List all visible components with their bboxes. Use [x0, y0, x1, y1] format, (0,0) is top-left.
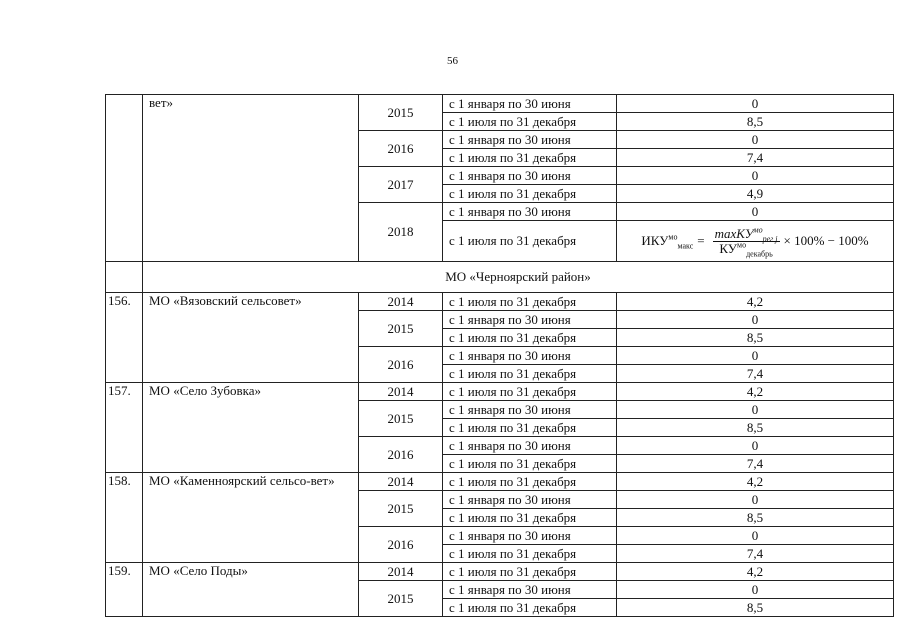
value-cell: 7,4 — [617, 545, 894, 563]
value-cell — [617, 221, 894, 262]
row-number: 157. — [106, 383, 143, 473]
period-cell: с 1 июля по 31 декабря — [443, 455, 617, 473]
value-cell: 8,5 — [617, 113, 894, 131]
year-cell: 2018 — [359, 203, 443, 262]
period-cell: с 1 июля по 31 декабря — [443, 221, 617, 262]
value-cell: 0 — [617, 347, 894, 365]
period-cell: с 1 июля по 31 декабря — [443, 473, 617, 491]
period-cell: с 1 января по 30 июня — [443, 167, 617, 185]
period-cell: с 1 июля по 31 декабря — [443, 509, 617, 527]
value-cell: 0 — [617, 131, 894, 149]
year-cell: 2016 — [359, 527, 443, 563]
district-title: МО «Черноярский район» — [143, 262, 894, 293]
value-cell: 4,2 — [617, 563, 894, 581]
year-cell: 2015 — [359, 581, 443, 617]
period-cell: с 1 января по 30 июня — [443, 347, 617, 365]
row-number: 156. — [106, 293, 143, 383]
tariff-table — [105, 94, 894, 617]
value-cell: 0 — [617, 491, 894, 509]
period-cell: с 1 июля по 31 декабря — [443, 149, 617, 167]
value-cell: 4,9 — [617, 185, 894, 203]
period-cell: с 1 января по 30 июня — [443, 437, 617, 455]
municipality-name: МО «Село Зубовка» — [143, 383, 359, 473]
period-cell: с 1 января по 30 июня — [443, 95, 617, 113]
year-cell: 2014 — [359, 383, 443, 401]
year-cell: 2015 — [359, 95, 443, 131]
table-row — [106, 563, 894, 581]
period-cell: с 1 июля по 31 декабря — [443, 185, 617, 203]
value-cell: 0 — [617, 401, 894, 419]
value-cell: 4,2 — [617, 383, 894, 401]
table-row — [106, 473, 894, 491]
value-cell: 0 — [617, 311, 894, 329]
value-cell: 4,2 — [617, 293, 894, 311]
year-cell: 2016 — [359, 437, 443, 473]
year-cell: 2016 — [359, 131, 443, 167]
value-cell: 8,5 — [617, 329, 894, 347]
district-row — [106, 262, 894, 293]
max-index-formula — [641, 225, 869, 259]
municipality-name: МО «Село Поды» — [143, 563, 359, 617]
value-cell: 0 — [617, 167, 894, 185]
year-cell: 2015 — [359, 401, 443, 437]
period-cell: с 1 января по 30 июня — [443, 131, 617, 149]
formula-lhs: $ИКУ^{мо}_{макс}$ — [641, 232, 694, 251]
value-cell: 4,2 — [617, 473, 894, 491]
year-cell: 2016 — [359, 347, 443, 383]
year-cell: 2015 — [359, 311, 443, 347]
value-cell: 0 — [617, 95, 894, 113]
period-cell: с 1 января по 30 июня — [443, 527, 617, 545]
year-cell: 2014 — [359, 563, 443, 581]
table-row — [106, 293, 894, 311]
municipality-name: МО «Вязовский сельсовет» — [143, 293, 359, 383]
page-number: 56 — [447, 55, 458, 67]
period-cell: с 1 января по 30 июня — [443, 491, 617, 509]
formula-equals: = — [697, 233, 705, 248]
municipality-name: вет» — [143, 95, 359, 262]
value-cell: 0 — [617, 437, 894, 455]
period-cell: с 1 января по 30 июня — [443, 311, 617, 329]
year-cell: 2015 — [359, 491, 443, 527]
period-cell: с 1 июля по 31 декабря — [443, 419, 617, 437]
value-cell: 8,5 — [617, 509, 894, 527]
table-row — [106, 383, 894, 401]
value-cell: 0 — [617, 203, 894, 221]
period-cell: с 1 января по 30 июня — [443, 203, 617, 221]
period-cell: с 1 января по 30 июня — [443, 401, 617, 419]
value-cell: 0 — [617, 581, 894, 599]
year-cell: 2014 — [359, 293, 443, 311]
value-cell: 8,5 — [617, 599, 894, 617]
table-row — [106, 95, 894, 113]
row-number: 158. — [106, 473, 143, 563]
period-cell: с 1 января по 30 июня — [443, 581, 617, 599]
period-cell: с 1 июля по 31 декабря — [443, 599, 617, 617]
period-cell: с 1 июля по 31 декабря — [443, 365, 617, 383]
period-cell: с 1 июля по 31 декабря — [443, 545, 617, 563]
row-number: 159. — [106, 563, 143, 617]
year-cell: 2017 — [359, 167, 443, 203]
period-cell: с 1 июля по 31 декабря — [443, 113, 617, 131]
value-cell: 7,4 — [617, 365, 894, 383]
period-cell: с 1 июля по 31 декабря — [443, 329, 617, 347]
value-cell: 7,4 — [617, 455, 894, 473]
period-cell: с 1 июля по 31 декабря — [443, 563, 617, 581]
period-cell: с 1 июля по 31 декабря — [443, 293, 617, 311]
period-cell: с 1 июля по 31 декабря — [443, 383, 617, 401]
formula-tail: × 100% − 100% — [783, 233, 869, 248]
formula-fraction: $\frac{\max КУ^{мо}_{рег j}}{КУ^{мо}_{декабрь}}$ — [714, 225, 778, 259]
row-number-cell — [106, 95, 143, 262]
district-number-cell — [106, 262, 143, 293]
year-cell: 2014 — [359, 473, 443, 491]
value-cell: 8,5 — [617, 419, 894, 437]
value-cell: 0 — [617, 527, 894, 545]
municipality-name: МО «Каменноярский сельсо-вет» — [143, 473, 359, 563]
value-cell: 7,4 — [617, 149, 894, 167]
